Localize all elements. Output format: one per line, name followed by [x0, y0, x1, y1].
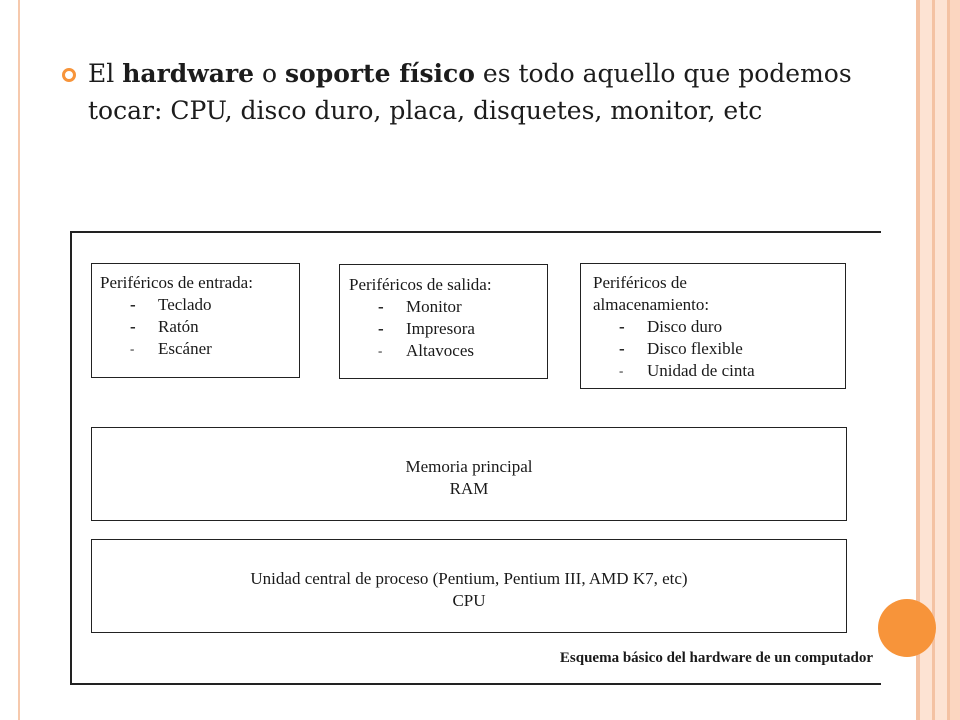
decorative-circle	[878, 599, 936, 657]
list-item	[581, 360, 845, 382]
item-label: Disco duro	[647, 317, 723, 336]
list-item	[581, 316, 845, 338]
item-label: Monitor	[406, 297, 462, 316]
bullet-ring-icon	[62, 68, 76, 82]
item-label: Impresora	[406, 319, 475, 338]
dash-mark: -	[130, 341, 135, 356]
cpu-label: CPU	[452, 591, 486, 610]
item-label: Ratón	[158, 317, 199, 336]
list-item	[92, 316, 299, 338]
dash-mark: -	[130, 317, 136, 336]
bullet-text	[88, 55, 862, 129]
list-item	[92, 294, 299, 316]
list-item	[581, 338, 845, 360]
term-hardware: hardware	[122, 59, 255, 88]
main-memory-box	[91, 427, 847, 521]
output-peripherals-title: Periféricos de salida:	[349, 275, 492, 294]
item-label: Altavoces	[406, 341, 474, 360]
term-soporte-fisico: soporte físico	[284, 59, 475, 88]
list-item	[92, 338, 299, 360]
memory-label: Memoria principal	[405, 457, 533, 476]
left-decorative-line	[18, 0, 20, 720]
item-label: Teclado	[158, 295, 212, 314]
cpu-box	[91, 539, 847, 633]
item-label: Escáner	[158, 339, 212, 358]
dash-mark: -	[130, 295, 136, 314]
dash-mark: -	[619, 339, 625, 358]
dash-mark: -	[378, 319, 384, 338]
storage-peripherals-box	[580, 263, 846, 389]
list-item	[340, 296, 547, 318]
dash-mark: -	[378, 297, 384, 316]
dash-mark: -	[619, 363, 624, 378]
cpu-description: Unidad central de proceso (Pentium, Pentium III, AMD K7, etc)	[250, 569, 688, 588]
dash-mark: -	[619, 317, 625, 336]
ram-label: RAM	[449, 479, 489, 498]
dash-mark: -	[378, 343, 383, 358]
hardware-diagram	[70, 231, 881, 685]
list-item	[340, 340, 547, 362]
bullet-pre: El	[88, 59, 123, 88]
item-label: Disco flexible	[647, 339, 743, 358]
diagram-caption: Esquema básico del hardware de un computador	[559, 650, 873, 666]
bullet-rest: es todo aquello que podemos tocar: CPU, disco duro, placa, disquetes, monitor, etc	[88, 59, 852, 125]
item-label: Unidad de cinta	[647, 361, 755, 380]
storage-peripherals-title-line2: almacenamiento:	[593, 295, 710, 314]
input-peripherals-title: Periféricos de entrada:	[100, 273, 253, 292]
storage-peripherals-title-line1: Periféricos de	[593, 273, 687, 292]
output-peripherals-box	[339, 264, 548, 379]
list-item	[340, 318, 547, 340]
bullet-mid: o	[254, 59, 285, 88]
input-peripherals-box	[91, 263, 300, 378]
bullet-paragraph	[62, 55, 862, 129]
